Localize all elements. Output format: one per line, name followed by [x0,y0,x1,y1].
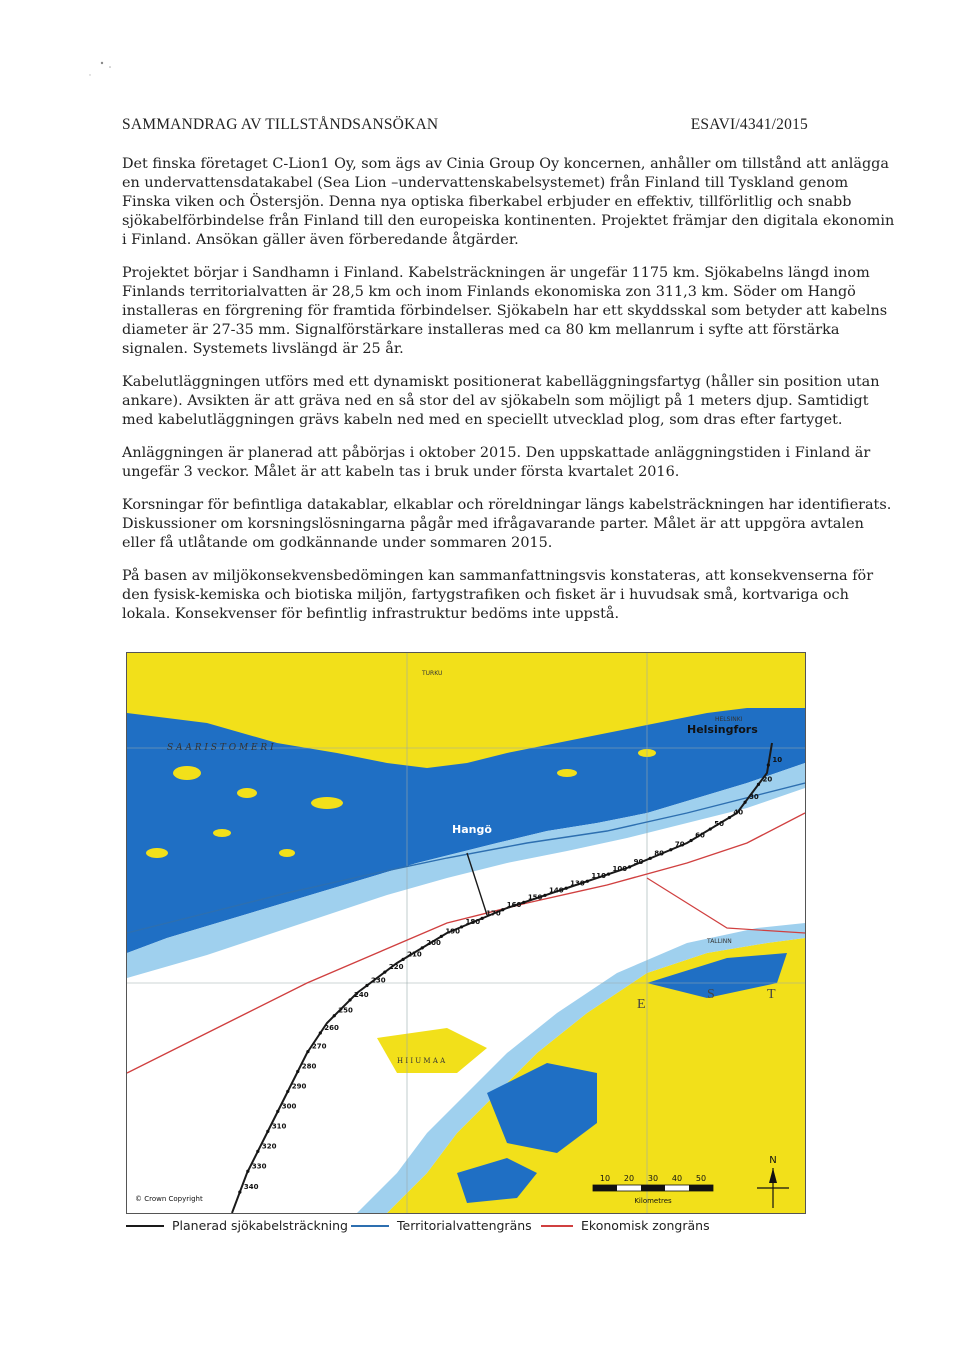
km-marker-label: 240 [354,990,369,999]
km-marker-dot [266,1130,269,1133]
km-marker-dot [649,857,652,860]
km-marker-label: 230 [370,976,386,985]
km-marker-dot [586,880,589,883]
legend-planned-cable [126,1218,348,1233]
north-label: N [769,1155,777,1166]
legend-territorial [351,1218,532,1233]
km-marker-label: 110 [591,872,606,881]
legend-label-economic: Ekonomisk zongräns [581,1218,710,1233]
scale-unit: Kilometres [634,1197,672,1205]
label-estonia-s: S [707,987,715,1002]
scale-tick: 40 [671,1174,683,1183]
scale-tick: 20 [623,1174,635,1183]
document-reference: ESAVI/4341/2015 [690,116,808,133]
km-marker-label: 340 [243,1183,259,1192]
km-marker-label: 160 [506,900,522,909]
scale-tick: 50 [695,1174,707,1183]
km-marker-label: 260 [324,1024,339,1033]
legend-swatch-cable [126,1225,164,1227]
km-marker-dot [743,801,746,804]
km-marker-label: 200 [426,938,441,947]
km-marker-label: 190 [445,927,461,936]
km-marker-dot [709,827,712,830]
km-marker-dot [365,984,368,987]
km-marker-label: 300 [281,1102,297,1111]
label-saaristomeri: S A A R I S T O M E R I [167,743,274,753]
km-marker-dot [296,1070,299,1073]
km-marker-label: 220 [388,963,404,972]
km-marker-label: 20 [762,775,773,784]
km-marker-dot [440,935,443,938]
paragraph-crossings: Korsningar för befintliga datakablar, elkablar och röreldningar längs kabelsträckningen har identifierats. Diskussioner om korsningslösningarna pågår med ifrågavarande parter. Målet är att uppgöra avtalen eller få utlåtande om godkännande under sommaren 2015. [122,497,892,551]
km-marker-dot [333,1014,336,1017]
paragraph-environment: På basen av miljökonsekvensbedömingen kan sammanfattningsvis konstateras, att konsekvenserna för den fysisk-kemiska och biotiska miljön, fartygstrafiken och fisket är i huvudsak små, kortvariga och lokala. Konsekvenser för befintlig infrastruktur bedöms inte uppstå. [122,568,874,622]
scale-tick: 30 [647,1174,659,1183]
label-estonia-e: E [637,997,646,1012]
km-marker-label: 330 [251,1162,267,1171]
label-hango: Hangö [452,823,492,836]
km-marker-label: 180 [465,917,481,926]
paragraph-intro: Det finska företaget C-Lion1 Oy, som ägs av Cinia Group Oy koncernen, anhåller om tillstånd att anlägga en undervattensdatakabel (Sea Lion –undervattenskabelsystemet) från Finland till Tyskland genom Finska viken och Östersjön. Denna nya optiska fiberkabel erbjuder en effektiv, tillförlitlig och snabb sjökabelförbindelse från Finland till den europeiska kontinenten. Projektet främjar den digitala ekonomin i Finland. Ansökan gäller även förberedande åtgärder. [122,156,895,248]
km-marker-dot [246,1170,249,1173]
legend-swatch-territorial [351,1225,389,1227]
km-marker-dot [286,1090,289,1093]
label-estonia-t: T [767,987,776,1002]
km-marker-label: 70 [674,840,685,849]
label-helsingfors: Helsingfors [687,723,758,736]
label-turku: TURKU [422,670,443,677]
km-marker-label: 80 [654,849,664,858]
km-marker-dot [481,917,484,920]
km-marker-dot [728,816,731,819]
km-marker-label: 100 [612,865,628,874]
km-marker-dot [669,848,672,851]
km-marker-dot [501,908,504,911]
km-marker-dot [628,865,631,868]
km-marker-dot [607,873,610,876]
paragraph-schedule: Anläggningen är planerad att påbörjas i oktober 2015. Den uppskattade anläggningstiden i Finland är ungefär 3 veckor. Målet är att kabeln tas i bruk under första kvartalet 2016. [122,445,871,480]
km-marker-label: 270 [311,1042,327,1051]
paragraph-route: Projektet börjar i Sandhamn i Finland. Kabelsträckningen är ungefär 1175 km. Sjökabelns längd inom Finlands territorialvatten är 28,5 km och inom Finlands ekonomiska zon 311,3 km. Söder om Hangö installeras en förgrening för framtida förbindelser. Sjökabeln har ett skyddsskal som betyder att kabelns diameter är 27-35 mm. Signalförstärkare installeras med ca 80 km mellanrum i syfte att förstärka signalen. Systemets livslängd är 25 år. [122,265,888,357]
km-marker-dot [460,925,463,928]
legend-economic [541,1218,710,1233]
km-marker-dot [402,958,405,961]
km-marker-label: 170 [486,909,501,918]
label-hiiumaa: H I I U M A A [397,1057,446,1065]
km-marker-dot [757,783,760,786]
km-marker-label: 320 [261,1142,277,1151]
km-marker-dot [306,1050,309,1053]
km-marker-dot [522,901,525,904]
km-marker-label: 290 [291,1082,307,1091]
km-marker-label: 140 [548,886,564,895]
km-marker-dot [767,763,770,766]
legend-swatch-economic [541,1225,573,1227]
legend-label-territorial: Territorialvattengräns [397,1218,532,1233]
km-marker-dot [238,1191,241,1194]
map-copyright: © Crown Copyright [135,1195,203,1203]
km-marker-label: 150 [527,893,543,902]
km-marker-label: 310 [271,1122,287,1131]
km-marker-label: 210 [407,950,422,959]
km-marker-dot [319,1031,322,1034]
km-marker-label: 130 [570,879,585,888]
scale-tick: 10 [599,1174,611,1183]
map-legend [126,1214,806,1244]
km-marker-label: 250 [338,1006,353,1015]
km-marker-label: 60 [695,831,705,840]
label-helsinki: HELSINKI [715,716,743,723]
km-marker-dot [383,971,386,974]
km-marker-dot [565,887,568,890]
km-marker-label: 10 [772,756,783,765]
km-marker-dot [256,1150,259,1153]
label-tallinn: TALLINN [707,938,732,945]
km-marker-label: 30 [749,793,759,802]
km-marker-label: 40 [733,808,744,817]
km-marker-dot [421,946,424,949]
scan-artifact [60,55,140,85]
document-body [122,155,898,638]
km-marker-dot [543,894,546,897]
route-map [126,652,806,1214]
km-marker-dot [348,998,351,1001]
km-marker-label: 280 [301,1062,317,1071]
document-title: SAMMANDRAG AV TILLSTÅNDSANSÖKAN [122,116,439,133]
map-canvas [127,653,805,1213]
legend-label-cable: Planerad sjökabelsträckning [172,1218,348,1233]
km-marker-label: 90 [633,857,644,866]
km-marker-label: 50 [714,820,725,829]
km-marker-dot [276,1110,279,1113]
km-marker-dot [690,839,693,842]
paragraph-laying: Kabelutläggningen utförs med ett dynamiskt positionerat kabelläggningsfartyg (håller sin position utan ankare). Avsikten är att gräva ned en så stor del av sjökabeln som möjligt på 1 meters djup. Samtidigt med kabelutläggningen grävs kabeln ned med en speciellt utvecklad plog, som dras efter fartyget. [122,374,880,428]
